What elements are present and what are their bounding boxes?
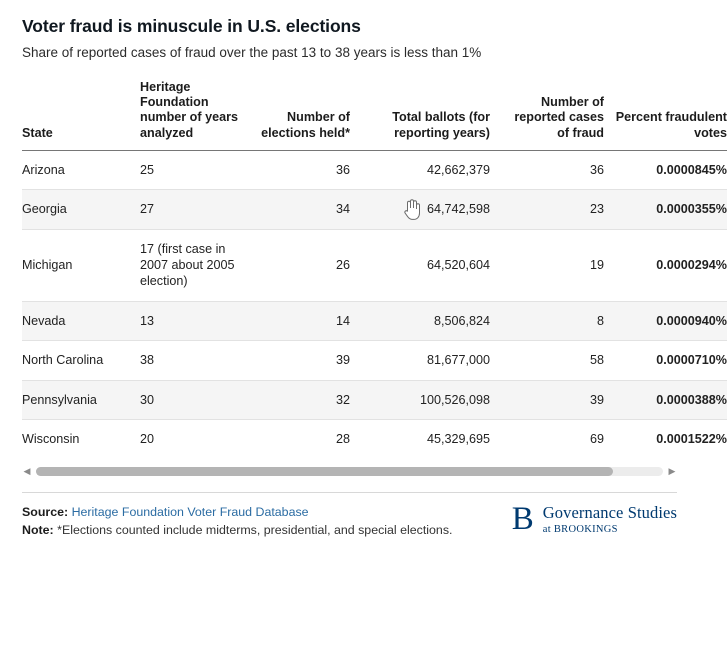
table-header: [22, 80, 727, 151]
brookings-wordmark: [543, 504, 677, 535]
cell-years: 17 (first case in 2007 about 2005 election): [140, 229, 256, 301]
cell-elections: 32: [256, 380, 360, 419]
data-table-container: [22, 79, 727, 479]
cell-cases: 8: [500, 301, 614, 340]
cell-ballots: 64,742,598: [360, 190, 500, 229]
cell-ballots: 64,520,604: [360, 229, 500, 301]
voter-fraud-table: [22, 80, 727, 459]
table-header-row: [22, 80, 727, 151]
cell-elections: 26: [256, 229, 360, 301]
cell-ballots: 45,329,695: [426, 431, 490, 446]
brookings-program-name: Governance Studies: [542, 503, 677, 523]
cell-percent: 0.0000355%: [614, 190, 727, 229]
column-header-ballots[interactable]: Total ballots (for reporting years): [392, 110, 490, 140]
cell-cases: 58: [500, 341, 614, 380]
cell-state: Georgia: [22, 190, 140, 229]
page-title: Voter fraud is minuscule in U.S. elections: [22, 16, 361, 36]
table-row: [22, 419, 727, 458]
table-body: [22, 150, 727, 458]
note-label: Note:: [22, 523, 54, 538]
cell-cases: 23: [500, 190, 614, 229]
scroll-left-arrow-icon[interactable]: ◀: [23, 466, 31, 477]
cell-percent: 0.0000845%: [614, 150, 727, 189]
cell-percent: 0.0001522%: [656, 431, 727, 446]
cell-ballots: 100,526,098: [360, 380, 500, 419]
column-header-elections[interactable]: Number of elections held*: [261, 110, 350, 140]
table-row: [22, 229, 727, 301]
cell-cases: 19: [500, 229, 614, 301]
cell-ballots: 8,506,824: [360, 301, 500, 340]
table-row: [22, 301, 727, 340]
cell-percent: 0.0000294%: [614, 229, 727, 301]
scrollbar-thumb[interactable]: [36, 467, 613, 476]
cell-years: 38: [140, 341, 256, 380]
cell-cases: 69: [589, 431, 604, 446]
cell-years: 13: [140, 301, 256, 340]
source-line: [22, 504, 477, 522]
cell-elections: 39: [256, 341, 360, 380]
scroll-right-arrow-icon[interactable]: ▶: [668, 466, 676, 477]
cell-ballots: 42,662,379: [360, 150, 500, 189]
brookings-b-icon: B: [511, 501, 534, 538]
column-header-cases[interactable]: Number of reported cases of fraud: [514, 94, 604, 140]
brookings-institution-name: at BROOKINGS: [542, 523, 618, 535]
cell-cases: 39: [500, 380, 614, 419]
scrollbar-track[interactable]: [36, 467, 663, 476]
table-row: [22, 150, 727, 189]
cell-ballots: 81,677,000: [360, 341, 500, 380]
cell-state: Wisconsin: [22, 431, 80, 446]
table-row: [22, 190, 727, 229]
source-label: Source:: [22, 505, 69, 520]
cell-elections: 28: [335, 431, 350, 446]
footer: [22, 492, 677, 578]
column-header-state[interactable]: State: [22, 125, 53, 140]
cell-years: 25: [140, 150, 256, 189]
column-header-years[interactable]: Heritage Foundation number of years analyzed: [140, 79, 238, 140]
cell-state: Pennsylvania: [22, 380, 140, 419]
cell-years: 30: [140, 380, 256, 419]
cell-state: Michigan: [22, 229, 140, 301]
cell-years: 27: [140, 190, 256, 229]
cell-state: Arizona: [22, 150, 140, 189]
note-line: [22, 522, 477, 540]
source-link[interactable]: Heritage Foundation Voter Fraud Database: [71, 505, 309, 520]
cell-elections: 36: [256, 150, 360, 189]
cell-elections: 34: [256, 190, 360, 229]
cell-percent: 0.0000940%: [614, 301, 727, 340]
horizontal-scrollbar[interactable]: [22, 464, 677, 478]
note-text: *Elections counted include midterms, presidential, and special elections.: [57, 523, 453, 538]
cell-cases: 36: [500, 150, 614, 189]
cell-years: 20: [140, 431, 155, 446]
cell-state: Nevada: [22, 301, 140, 340]
column-header-percent[interactable]: Percent fraudulent votes: [615, 110, 727, 140]
brookings-logo: [512, 503, 677, 536]
cell-percent: 0.0000388%: [614, 380, 727, 419]
cell-elections: 14: [256, 301, 360, 340]
cell-percent: 0.0000710%: [614, 341, 727, 380]
cell-state: North Carolina: [22, 341, 140, 380]
table-row: [22, 380, 727, 419]
page-subtitle: Share of reported cases of fraud over the past 13 to 38 years is less than 1%: [22, 45, 482, 60]
table-row: [22, 341, 727, 380]
